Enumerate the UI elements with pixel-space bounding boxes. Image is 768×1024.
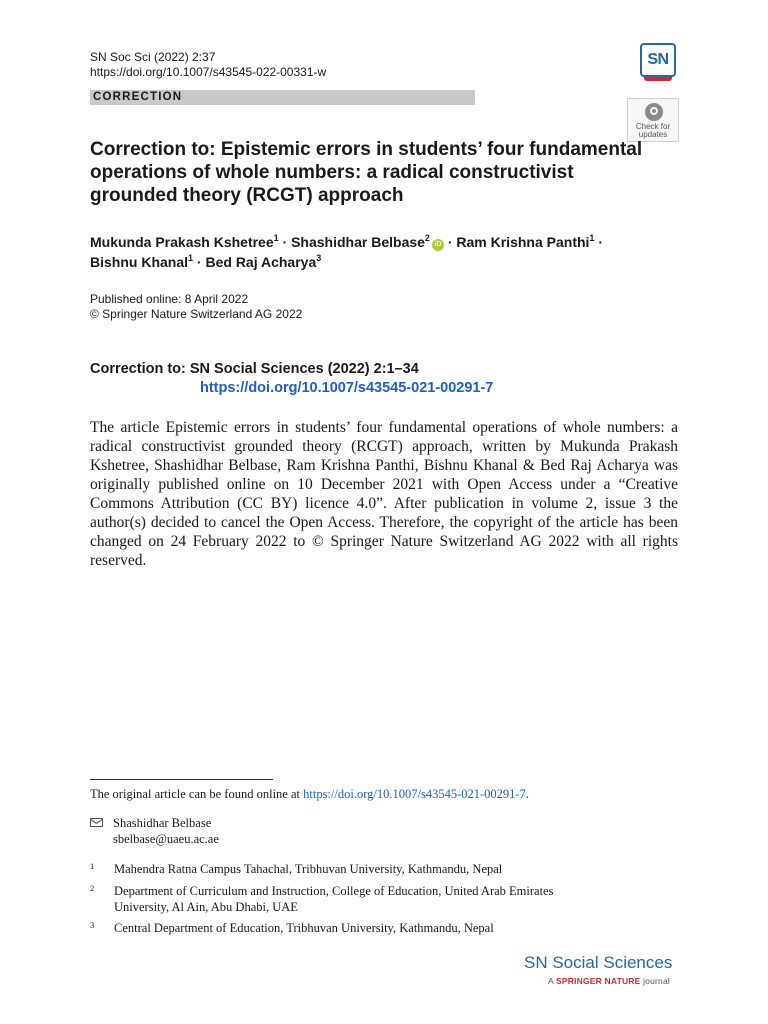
check-for-updates-button[interactable] [627, 98, 679, 142]
author-name[interactable]: Shashidhar Belbase [291, 234, 425, 250]
article-title: Correction to: Epistemic errors in students’ four fundamental operations of whole numbers: a radical constructivist grounded theory (RCGT) approach [90, 139, 643, 206]
correction-to-heading: Correction to: SN Social Sciences (2022) 2:1–34 [90, 361, 419, 377]
check-updates-label: Check for updates [635, 122, 671, 139]
author-affiliation-mark: 1 [188, 253, 194, 263]
affiliation-line: Mahendra Ratna Campus Tahachal, Tribhuvan University, Kathmandu, Nepal [114, 862, 503, 876]
affiliation-number: 2 [90, 883, 95, 893]
journal-citation: SN Soc Sci (2022) 2:37 [90, 50, 216, 64]
footer-publisher-line [548, 976, 670, 986]
author-name[interactable]: Bishnu Khanal [90, 254, 189, 270]
affiliation-text [114, 861, 674, 877]
affiliation-number: 1 [90, 861, 95, 871]
affiliation-text [114, 920, 674, 936]
author-affiliation-mark: 3 [316, 253, 322, 263]
orcid-icon[interactable]: iD [432, 239, 444, 251]
envelope-icon [90, 818, 103, 827]
affiliation-line: University, Al Ain, Abu Dhabi, UAE [114, 900, 298, 914]
footnote-divider [90, 779, 273, 780]
section-label-bar [90, 90, 475, 105]
original-article-prefix: The original article can be found online at [90, 787, 304, 801]
author-name[interactable]: Ram Krishna Panthi [456, 234, 590, 250]
publication-info [90, 292, 302, 322]
author-affiliation-mark: 2 [424, 233, 430, 243]
copyright-notice: © Springer Nature Switzerland AG 2022 [90, 307, 303, 321]
contact-email[interactable]: sbelbase@uaeu.ac.ae [113, 832, 219, 846]
author-affiliation-mark: 1 [273, 233, 279, 243]
affiliation-line: Department of Curriculum and Instruction, College of Education, United Arab Emirates [114, 884, 554, 898]
affiliation-line: Central Department of Education, Tribhuvan University, Kathmandu, Nepal [114, 921, 494, 935]
original-article-suffix: . [525, 787, 529, 801]
article-body-paragraph: The article Epistemic errors in students’ four fundamental operations of whole numbers: a radical constructivist grounded theory (RCGT) approach, written by Mukunda Prakash Kshetree, Shashidhar Belbase, Ram Krishna Panthi, Bishnu Khanal & Bed Raj Acharya was originally published online on 10 December 2021 with Open Access under a “Creative Commons Attribution (CC BY) licence 4.0”. After publication in volume 2, issue 3 the author(s) decided to cancel the Open Access. Therefore, the copyright of the article has been changed on 24 February 2022 to © Springer Nature Switzerland AG 2022 with all rights reserved. [90, 419, 678, 569]
section-label: CORRECTION [93, 91, 183, 103]
author-list: Mukunda Prakash Kshetree$^1$ · Shashidhar Belbase$^2$iD · Ram Krishna Panthi$^1$ · Bishnu Khanal$^1$ · Bed Raj Acharya$^3$ [90, 233, 603, 270]
sn-logo-text: SN [647, 51, 669, 68]
footer-publisher-brand: SPRINGER NATURE [555, 976, 641, 986]
affiliation-text [114, 883, 674, 915]
footer-sub-suffix: journal [640, 976, 670, 986]
author-name[interactable]: Bed Raj Acharya [205, 254, 317, 270]
article-doi-link[interactable]: https://doi.org/10.1007/s43545-022-00331-w [90, 65, 327, 79]
check-updates-icon [645, 103, 663, 121]
author-name[interactable]: Mukunda Prakash Kshetree [90, 234, 274, 250]
footer-journal-name: SN Social Sciences [524, 953, 673, 972]
corresponding-author [113, 815, 219, 847]
original-article-link[interactable]: https://doi.org/10.1007/s43545-021-00291-7 [303, 787, 526, 801]
contact-name: Shashidhar Belbase [113, 816, 212, 830]
affiliation-number: 3 [90, 920, 95, 930]
sn-logo [640, 43, 676, 77]
journal-reference [90, 50, 326, 80]
correction-doi-link[interactable]: https://doi.org/10.1007/s43545-021-00291-7 [200, 380, 494, 396]
original-article-note [90, 786, 529, 802]
author-affiliation-mark: 1 [589, 233, 595, 243]
footer-sub-prefix: A [548, 976, 556, 986]
published-date: Published online: 8 April 2022 [90, 292, 249, 306]
